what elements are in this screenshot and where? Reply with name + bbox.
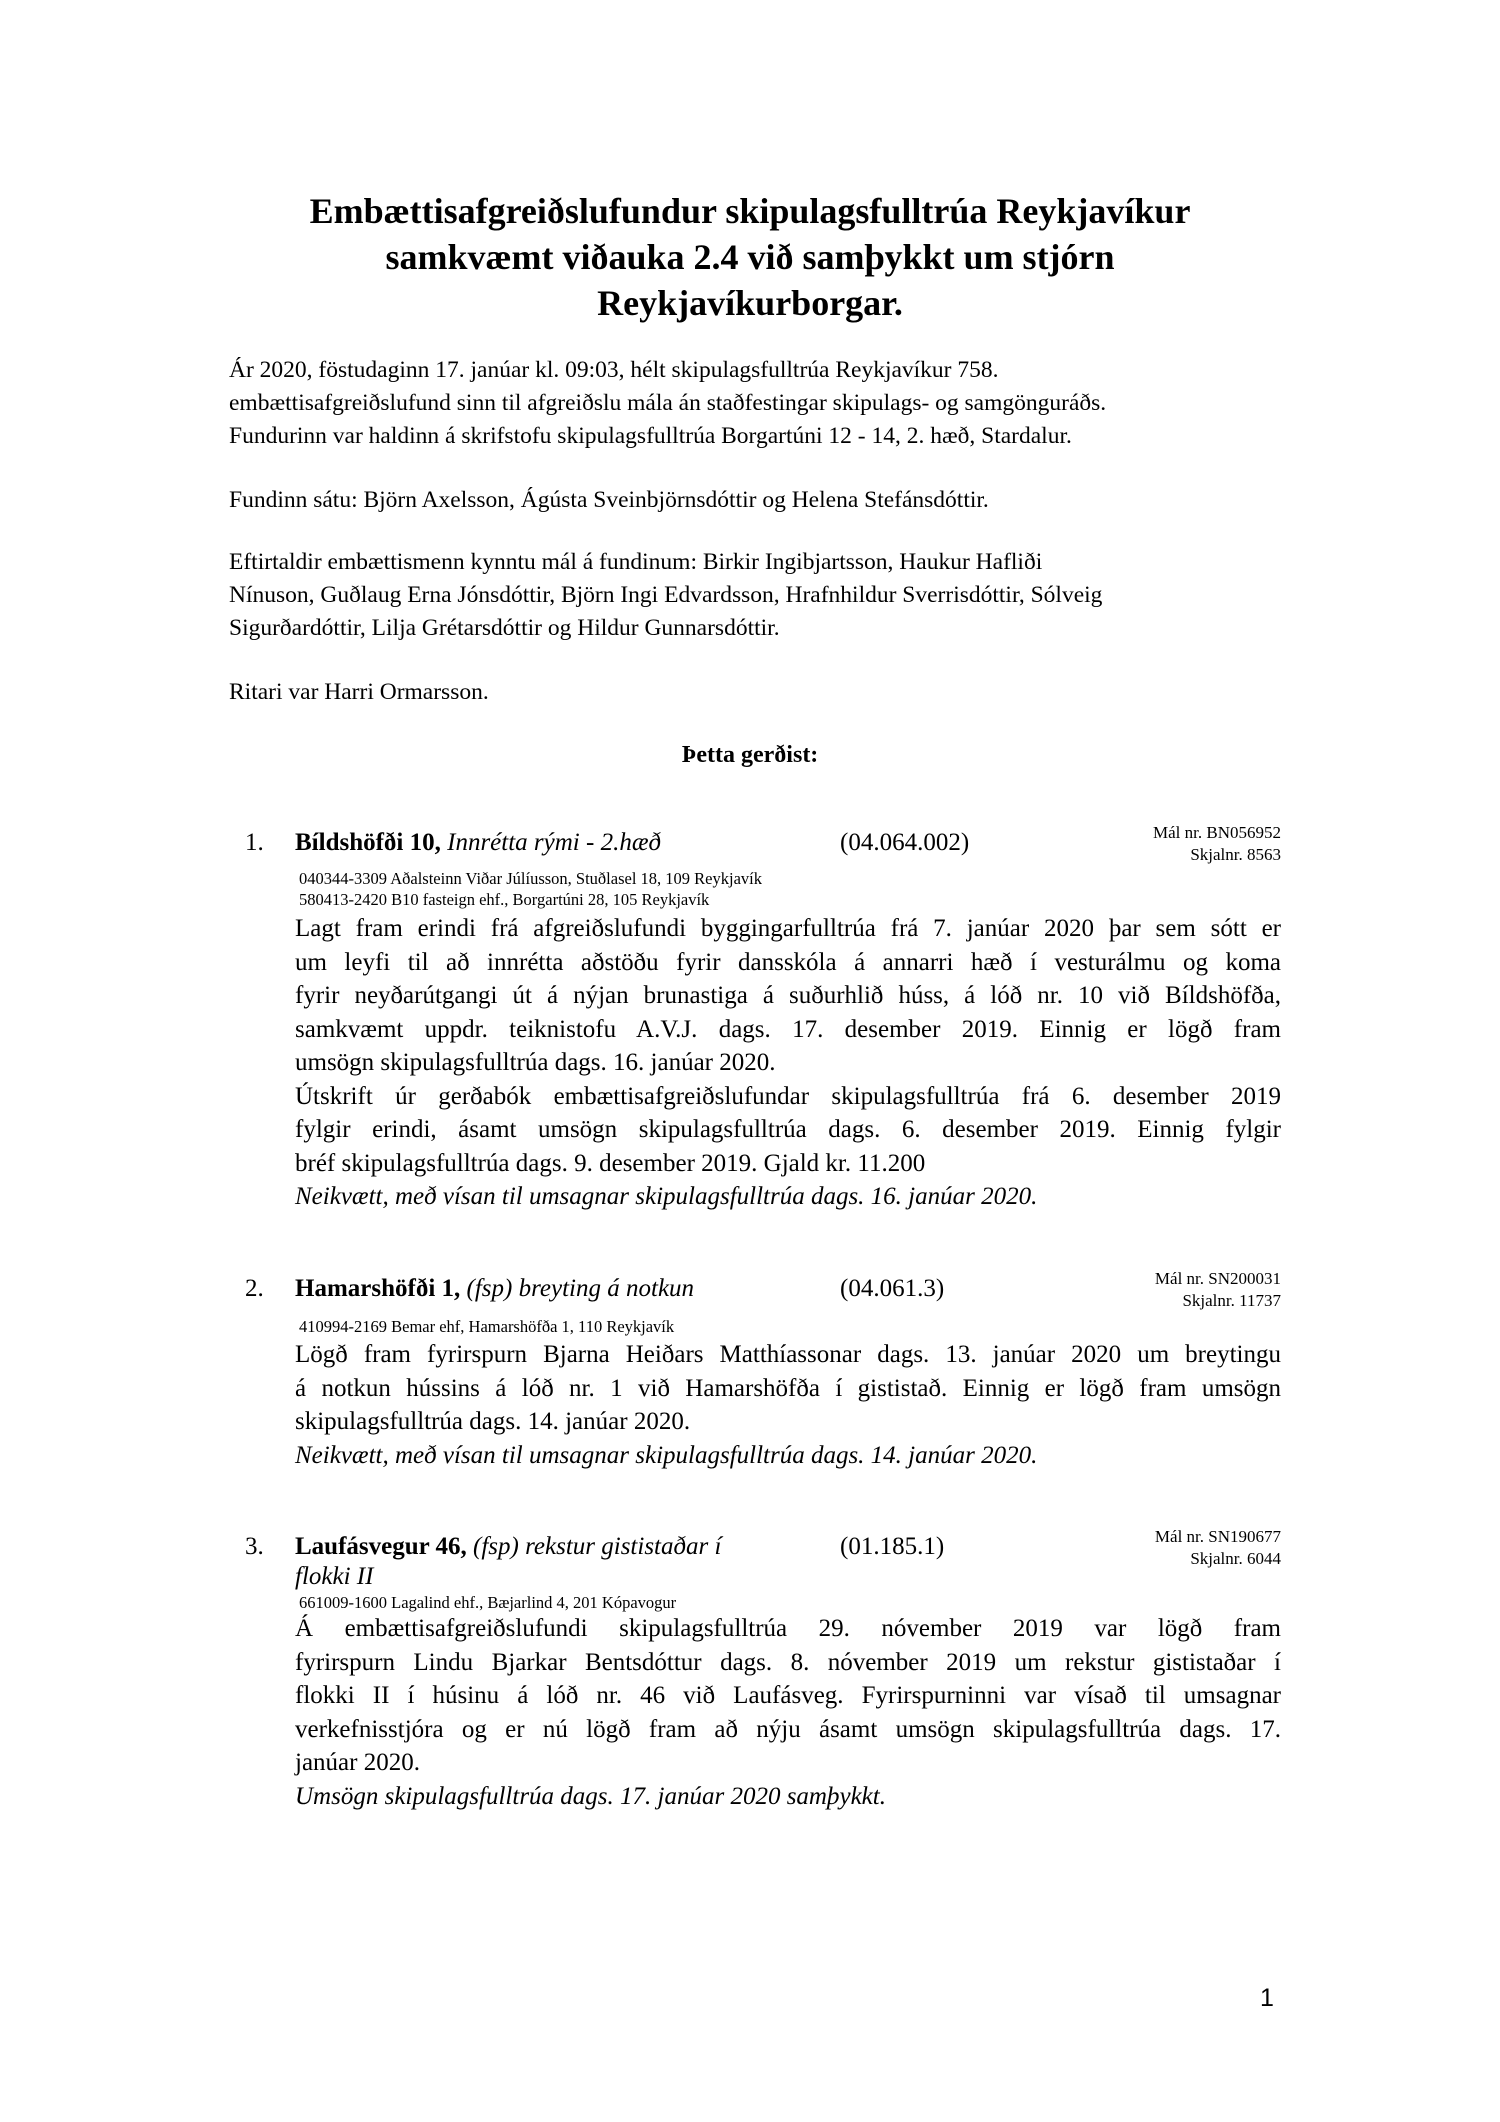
item-conclusion: Umsögn skipulagsfulltrúa dags. 17. janúar 2020 samþykkt. (295, 1782, 886, 1810)
body-line: um leyfi til að innrétta aðstöðu fyrir dansskóla á annarri hæð í vesturálmu og koma (295, 948, 1281, 976)
document-number: Skjalnr. 6044 (1190, 1549, 1281, 1568)
item-land-code: (01.185.1) (840, 1533, 945, 1560)
attendees-paragraph (229, 484, 1299, 517)
item-address: Laufásvegur 46, (295, 1533, 467, 1560)
owner-line: 580413-2420 B10 fasteign ehf., Borgartúni 28, 105 Reykjavík (299, 890, 710, 909)
item-owners (299, 868, 762, 910)
title-line: Reykjavíkurborgar. (597, 283, 903, 323)
intro-line: embættisafgreiðslufund sinn til afgreiðslu mála án staðfestingar skipulags- og samgönguráðs. (229, 390, 1107, 416)
page-number: 1 (1260, 1984, 1274, 2012)
item-number: 3. (245, 1533, 264, 1560)
body-line: bréf skipulagsfulltrúa dags. 9. desember 2019. Gjald kr. 11.200 (295, 1149, 926, 1177)
item-description-continued: flokki II (295, 1563, 374, 1590)
case-number: Mál nr. SN200031 (1154, 1269, 1281, 1288)
item-description: (fsp) breyting á notkun (466, 1275, 695, 1302)
body-line: fyrirspurn Lindu Bjarkar Bentsdóttur dags. 8. nóvember 2019 um rekstur gististaðar í (295, 1648, 1281, 1676)
title-line: samkvæmt viðauka 2.4 við samþykkt um stjórn (385, 237, 1115, 277)
owner-line: 661009-1600 Lagalind ehf., Bæjarlind 4, 201 Kópavogur (299, 1593, 677, 1612)
section-heading: Þetta gerðist: (681, 742, 819, 768)
item-number: 1. (245, 829, 264, 856)
body-line: á notkun hússins á lóð nr. 1 við Hamarshöfða í gististað. Einnig er lögð fram umsögn (295, 1374, 1281, 1402)
item-references (1155, 1268, 1281, 1312)
intro-line: Ár 2020, föstudaginn 17. janúar kl. 09:03, hélt skipulagsfulltrúa Reykjavíkur 758. (229, 357, 999, 383)
attendees-text: Fundinn sátu: Björn Axelsson, Ágústa Sveinbjörnsdóttir og Helena Stefánsdóttir. (229, 487, 989, 513)
body-line: janúar 2020. (295, 1749, 420, 1776)
body-line: fyrir neyðarútgangi út á nýjan brunastiga á suðurhlið húss, á lóð nr. 10 við Bíldshöfða, (295, 982, 1281, 1009)
document-title (200, 188, 1300, 326)
secretary-text: Ritari var Harri Ormarsson. (229, 679, 489, 705)
item-land-code: (04.061.3) (840, 1275, 945, 1302)
item-address: Bíldshöfði 10, (295, 829, 441, 856)
item-number: 2. (245, 1275, 264, 1302)
body-line: Lagt fram erindi frá afgreiðslufundi byggingarfulltrúa frá 7. janúar 2020 þar sem sótt er (295, 915, 1281, 942)
item-references (1153, 822, 1281, 866)
item-conclusion: Neikvætt, með vísan til umsagnar skipulagsfulltrúa dags. 16. janúar 2020. (295, 1183, 1038, 1210)
case-number: Mál nr. BN056952 (1153, 823, 1281, 842)
intro-line: Fundurinn var haldinn á skrifstofu skipulagsfulltrúa Borgartúni 12 - 14, 2. hæð, Stardalur. (229, 423, 1072, 449)
case-number: Mál nr. SN190677 (1154, 1527, 1281, 1546)
item-body (295, 1338, 1281, 1472)
item-owners (299, 1592, 676, 1613)
document-number: Skjalnr. 11737 (1182, 1291, 1281, 1310)
body-line: verkefnisstjóra og er nú lögð fram að nýju ásamt umsögn skipulagsfulltrúa dags. 17. (295, 1715, 1281, 1743)
item-title (295, 1272, 694, 1306)
item-land-code: (04.064.002) (840, 829, 970, 856)
body-line: fylgir erindi, ásamt umsögn skipulagsfulltrúa dags. 6. desember 2019. Einnig fylgir (295, 1116, 1281, 1143)
body-line: umsögn skipulagsfulltrúa dags. 16. janúar 2020. (295, 1049, 776, 1076)
body-line: skipulagsfulltrúa dags. 14. janúar 2020. (295, 1408, 691, 1435)
officials-line: Sigurðardóttir, Lilja Grétarsdóttir og Hildur Gunnarsdóttir. (229, 615, 780, 641)
body-line: flokki II í húsinu á lóð nr. 46 við Laufásveg. Fyrirspurninni var vísað til umsagnar (295, 1682, 1281, 1709)
item-body (295, 1612, 1281, 1813)
body-line: samkvæmt uppdr. teiknistofu A.V.J. dags. 17. desember 2019. Einnig er lögð fram (295, 1015, 1281, 1043)
body-line: Á embættisafgreiðslufundi skipulagsfulltrúa 29. nóvember 2019 var lögð fram (295, 1615, 1281, 1642)
intro-paragraph (229, 354, 1299, 453)
title-line: Embættisafgreiðslufundur skipulagsfulltrúa Reykjavíkur (309, 191, 1191, 231)
officials-line: Nínuson, Guðlaug Erna Jónsdóttir, Björn Ingi Edvardsson, Hrafnhildur Sverrisdóttir, Sólveig (229, 582, 1103, 608)
item-references (1155, 1526, 1281, 1570)
item-description: (fsp) rekstur gististaðar í (473, 1533, 722, 1560)
item-title (295, 826, 661, 860)
item-body (295, 912, 1281, 1214)
document-number: Skjalnr. 8563 (1190, 845, 1281, 864)
owner-line: 410994-2169 Bemar ehf, Hamarshöfða 1, 110 Reykjavík (299, 1317, 675, 1336)
officials-paragraph (229, 546, 1299, 645)
body-line: Lögð fram fyrirspurn Bjarna Heiðars Matthíassonar dags. 13. janúar 2020 um breytingu (295, 1341, 1281, 1368)
item-description: Innrétta rými - 2.hæð (447, 829, 661, 856)
item-address: Hamarshöfði 1, (295, 1275, 461, 1302)
officials-line: Eftirtaldir embættismenn kynntu mál á fundinum: Birkir Ingibjartsson, Haukur Hafliði (229, 549, 1043, 575)
body-line: Útskrift úr gerðabók embættisafgreiðslufundar skipulagsfulltrúa frá 6. desember 2019 (295, 1082, 1281, 1110)
owner-line: 040344-3309 Aðalsteinn Viðar Júlíusson, Stuðlasel 18, 109 Reykjavík (299, 869, 762, 888)
item-conclusion: Neikvætt, með vísan til umsagnar skipulagsfulltrúa dags. 14. janúar 2020. (295, 1441, 1038, 1469)
item-owners (299, 1316, 674, 1337)
item-title (295, 1530, 721, 1564)
secretary-paragraph (229, 676, 1299, 709)
